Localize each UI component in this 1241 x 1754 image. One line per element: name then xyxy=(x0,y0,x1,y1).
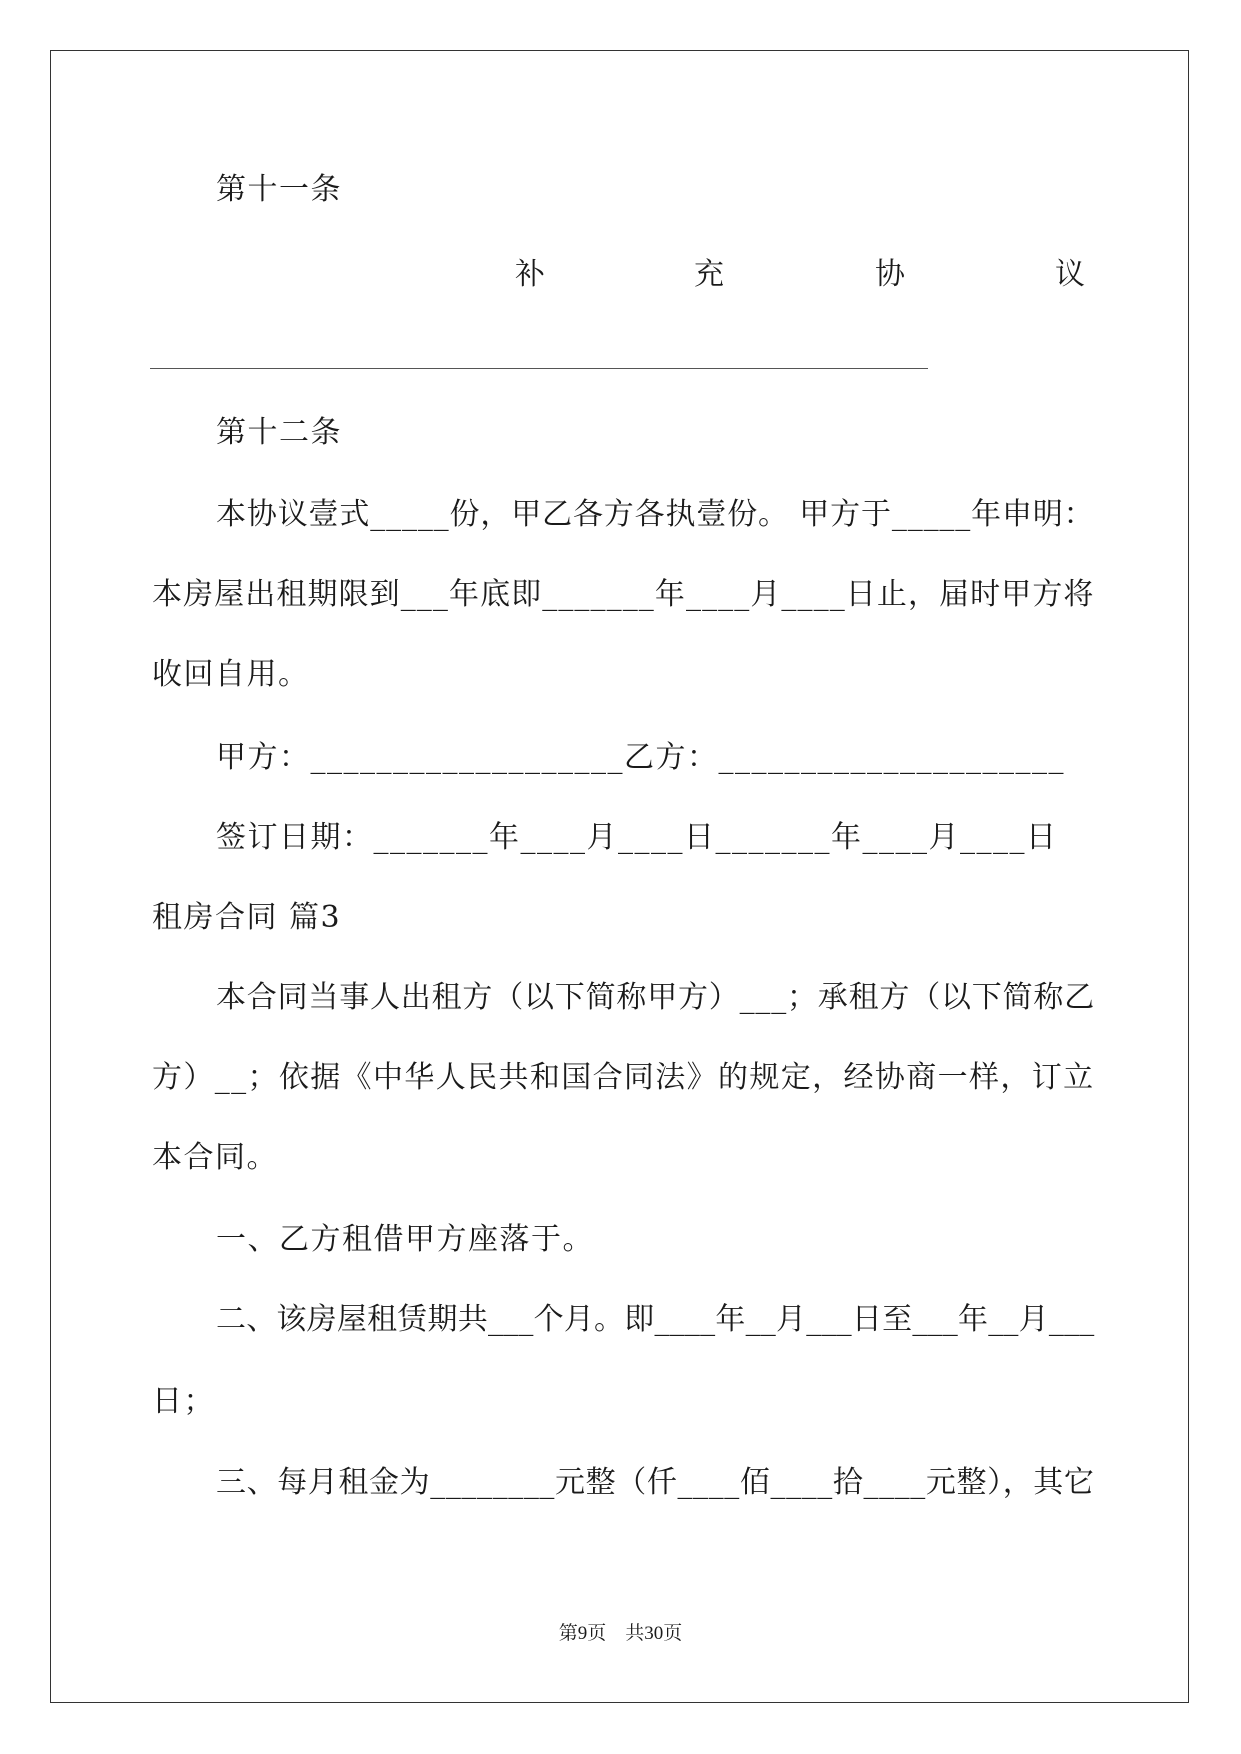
paragraph-1-line-2: 本房屋出租期限到___年底即_______年____月____日止，届时甲方将 xyxy=(152,577,1095,612)
supplement-char-2: 充 xyxy=(694,257,724,292)
contract-section-heading: 租房合同 篇3 xyxy=(152,900,342,935)
clause-1: 一、乙方租借甲方座落于。 xyxy=(216,1222,594,1257)
article-12-heading: 第十二条 xyxy=(216,415,342,450)
supplement-char-4: 议 xyxy=(1055,257,1085,292)
supplement-char-3: 协 xyxy=(875,257,905,292)
paragraph-2-line-3: 本合同。 xyxy=(152,1140,278,1175)
paragraph-2-line-2: 方）__；依据《中华人民共和国合同法》的规定，经协商一样，订立 xyxy=(152,1060,1095,1095)
supplement-char-1: 补 xyxy=(515,257,545,292)
clause-3: 三、每月租金为________元整（仟____佰____拾____元整），其它 xyxy=(216,1465,1095,1500)
supplement-blank-line xyxy=(150,368,928,369)
signing-date-line: 签订日期：_______年____月____日_______年____月____日 xyxy=(216,820,1058,855)
page-number-footer: 第9页 共30页 xyxy=(558,1623,683,1644)
paragraph-1-line-3: 收回自用。 xyxy=(152,657,310,692)
paragraph-1-line-1: 本协议壹式_____份，甲乙各方各执壹份。 甲方于_____年申明： xyxy=(216,497,1095,532)
paragraph-2-line-1: 本合同当事人出租方（以下简称甲方）___；承租方（以下简称乙 xyxy=(216,980,1095,1015)
page-border xyxy=(50,50,1189,1703)
article-11-heading: 第十一条 xyxy=(216,172,342,207)
parties-signature-line: 甲方：___________________乙方：_____________________ xyxy=(216,740,1065,775)
clause-2-line-1: 二、该房屋租赁期共___个月。即____年__月___日至___年__月___ xyxy=(216,1302,1095,1337)
clause-2-line-2: 日； xyxy=(152,1384,215,1419)
